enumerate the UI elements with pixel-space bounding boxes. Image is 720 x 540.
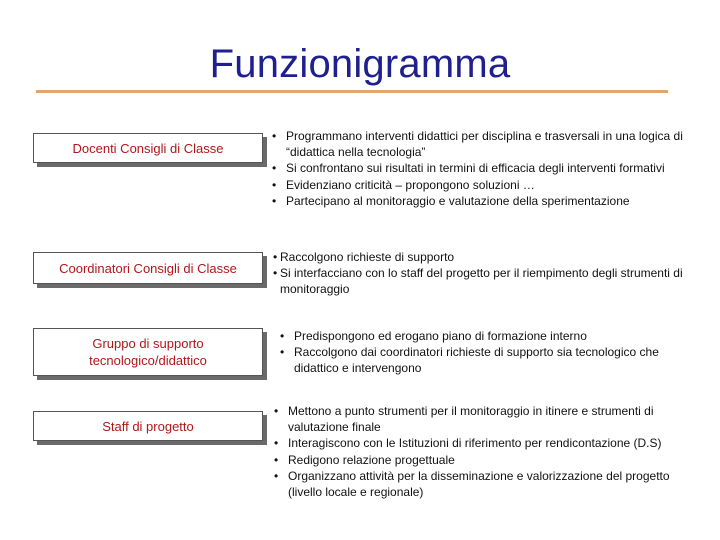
- duty-item: • Mettono a punto strumenti per il monitoraggio in itinere e strumenti di valutazione finale: [274, 403, 702, 435]
- duty-item: • Si interfacciano con lo staff del progetto per il riempimento degli strumenti di monitoraggio: [273, 265, 683, 297]
- role-duties-gruppo-supporto: [280, 328, 670, 377]
- duty-item: • Si confrontano sui risultati in termini di efficacia degli interventi formativi: [272, 160, 697, 176]
- duty-item: • Interagiscono con le Istituzioni di riferimento per rendicontazione (D.S): [274, 435, 702, 451]
- duty-item: • Predispongono ed erogano piano di formazione interno: [280, 328, 670, 344]
- duty-item: • Redigono relazione progettuale: [274, 452, 702, 468]
- duty-item: • Programmano interventi didattici per disciplina e trasversali in una logica di “didattica nella tecnologia”: [272, 128, 697, 160]
- role-duties-staff: [274, 403, 702, 500]
- role-label: Coordinatori Consigli di Classe: [59, 260, 237, 276]
- slide-title: Funzionigramma: [209, 42, 511, 86]
- duty-item: • Raccolgono richieste di supporto: [273, 249, 683, 265]
- duty-item: • Partecipano al monitoraggio e valutazione della sperimentazione: [272, 193, 697, 209]
- role-label: Docenti Consigli di Classe: [72, 140, 224, 156]
- role-label: Staff di progetto: [102, 418, 194, 434]
- title-underline: [36, 90, 668, 93]
- duty-item: • Organizzano attività per la disseminazione e valorizzazione del progetto (livello locale e regionale): [274, 468, 702, 500]
- role-box-gruppo-supporto: [33, 328, 263, 376]
- role-box-docenti: [33, 133, 263, 163]
- duty-item: • Raccolgono dai coordinatori richieste di supporto sia tecnologico che didattico e intervengono: [280, 344, 670, 376]
- duty-item: • Evidenziano criticità – propongono soluzioni …: [272, 177, 697, 193]
- role-duties-docenti: [272, 128, 697, 209]
- role-box-coordinatori: [33, 252, 263, 284]
- role-label: Gruppo di supporto tecnologico/didattico: [89, 336, 207, 368]
- role-box-staff: [33, 411, 263, 441]
- role-duties-coordinatori: [273, 249, 683, 298]
